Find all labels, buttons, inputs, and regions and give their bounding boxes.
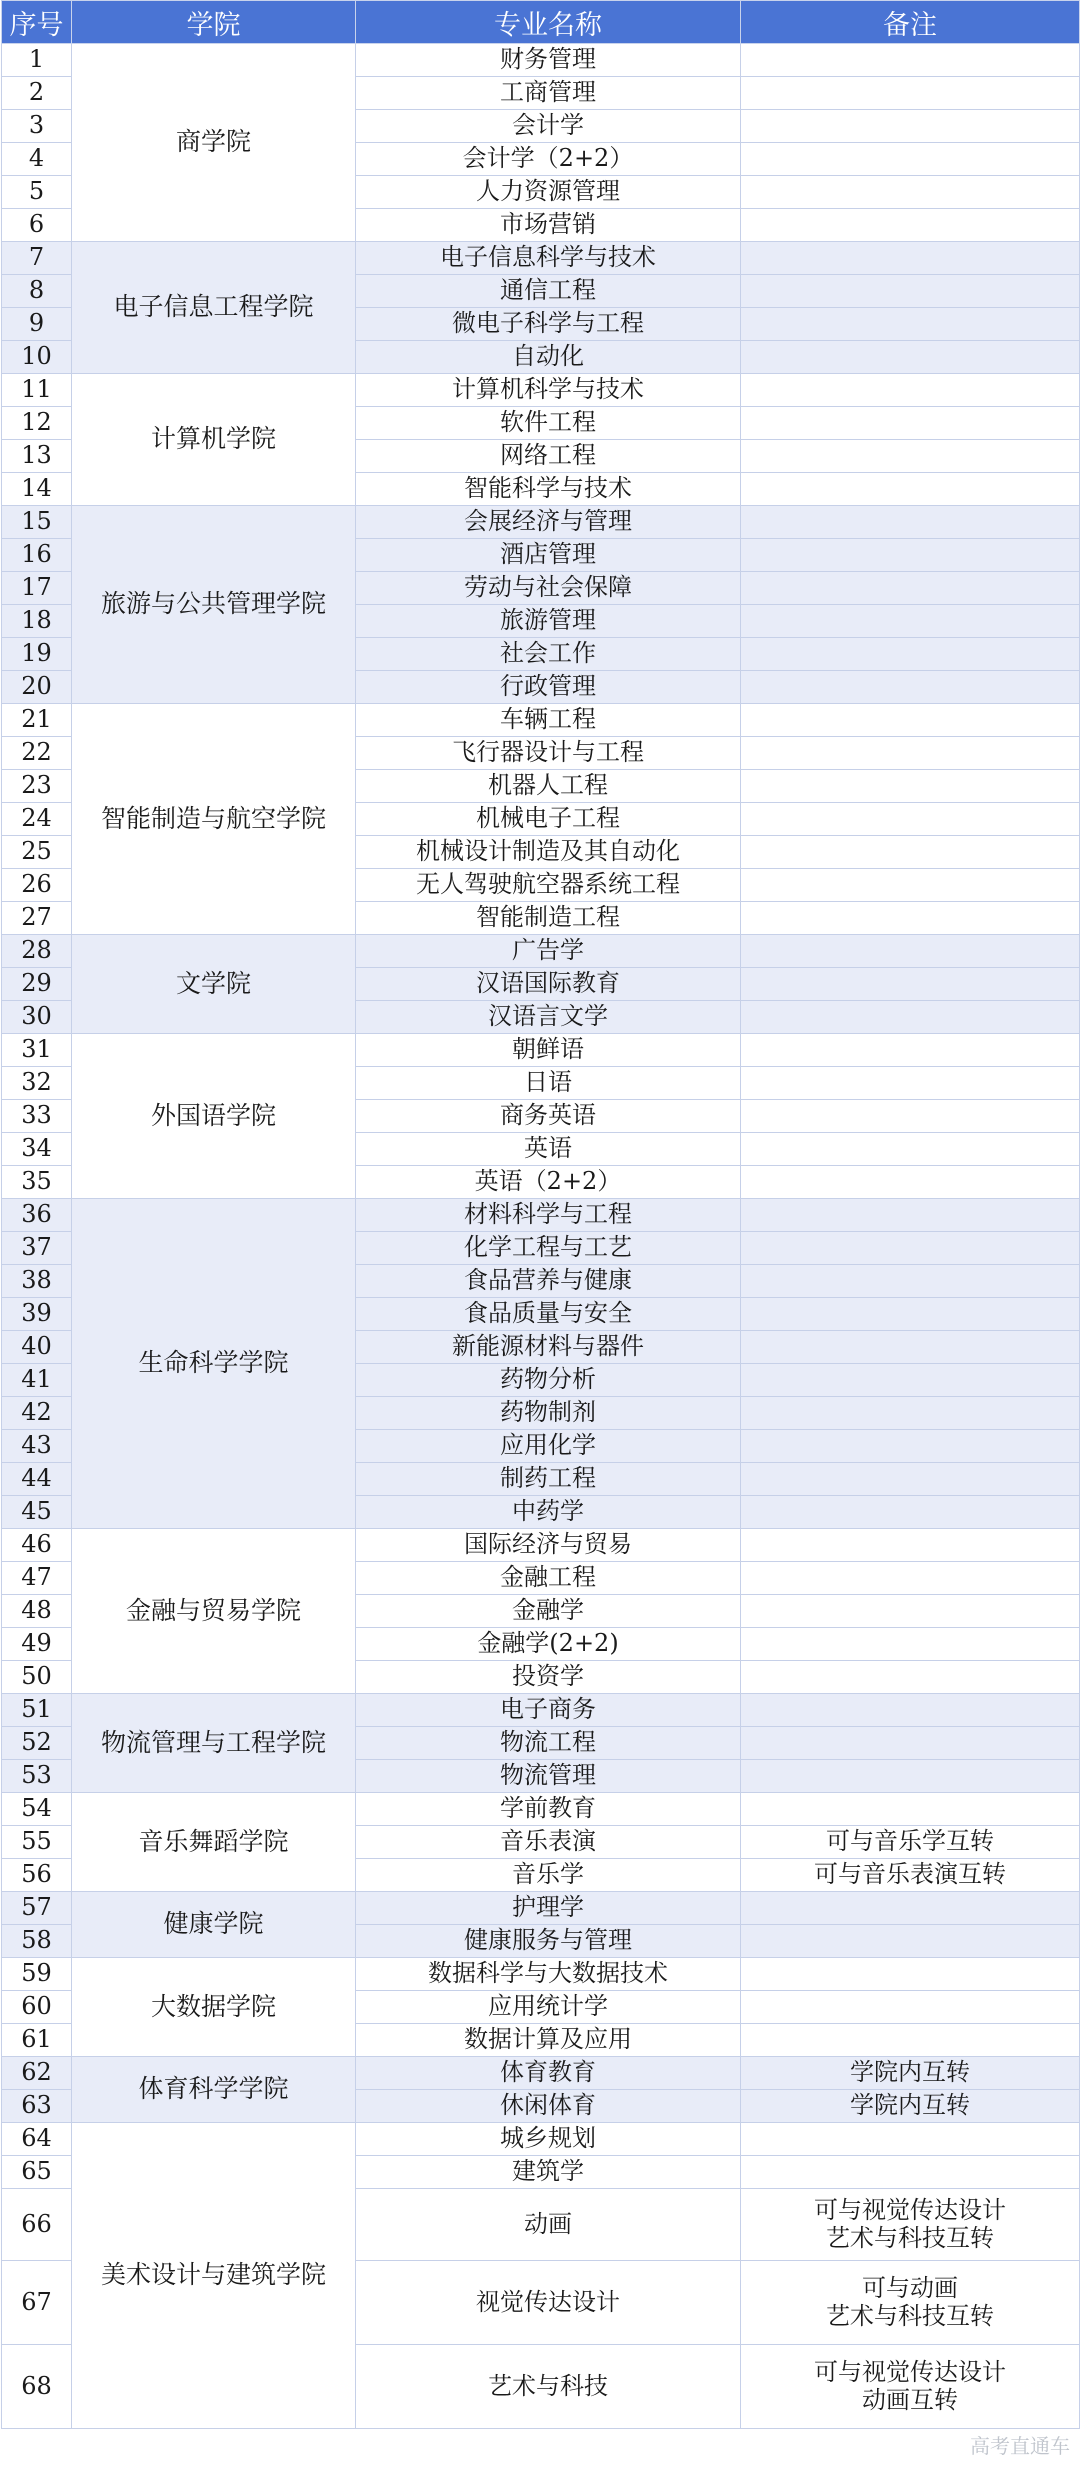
major-note [741,1727,1080,1760]
row-index: 46 [2,1529,72,1562]
row-index: 48 [2,1595,72,1628]
major-name: 艺术与科技 [356,2345,741,2429]
row-index: 67 [2,2261,72,2345]
major-name: 财务管理 [356,44,741,77]
row-index: 3 [2,110,72,143]
row-index: 22 [2,737,72,770]
table-body [2,44,1080,2429]
table-row [2,1958,1080,1991]
row-index: 51 [2,1694,72,1727]
major-name: 电子信息科学与技术 [356,242,741,275]
major-note [741,869,1080,902]
row-index: 18 [2,605,72,638]
major-note [741,671,1080,704]
college-name: 智能制造与航空学院 [72,704,356,935]
table-row [2,1793,1080,1826]
row-index: 35 [2,1166,72,1199]
major-name: 飞行器设计与工程 [356,737,741,770]
major-note [741,836,1080,869]
row-index: 15 [2,506,72,539]
major-note [741,275,1080,308]
major-name: 应用化学 [356,1430,741,1463]
row-index: 57 [2,1892,72,1925]
row-index: 56 [2,1859,72,1892]
major-name: 智能制造工程 [356,902,741,935]
major-name: 广告学 [356,935,741,968]
college-name: 旅游与公共管理学院 [72,506,356,704]
college-name: 物流管理与工程学院 [72,1694,356,1793]
row-index: 55 [2,1826,72,1859]
row-index: 34 [2,1133,72,1166]
college-name: 外国语学院 [72,1034,356,1199]
row-index: 27 [2,902,72,935]
row-index: 8 [2,275,72,308]
table-row [2,2057,1080,2090]
major-name: 智能科学与技术 [356,473,741,506]
row-index: 9 [2,308,72,341]
row-index: 2 [2,77,72,110]
row-index: 68 [2,2345,72,2429]
major-name: 商务英语 [356,1100,741,1133]
major-note [741,1364,1080,1397]
major-note [741,1034,1080,1067]
major-note [741,506,1080,539]
major-note [741,1463,1080,1496]
major-note [741,1166,1080,1199]
major-name: 英语 [356,1133,741,1166]
row-index: 61 [2,2024,72,2057]
major-note [741,77,1080,110]
major-note [741,539,1080,572]
header-note: 备注 [741,1,1080,44]
row-index: 65 [2,2156,72,2189]
major-name: 食品质量与安全 [356,1298,741,1331]
row-index: 20 [2,671,72,704]
row-index: 33 [2,1100,72,1133]
row-index: 23 [2,770,72,803]
row-index: 40 [2,1331,72,1364]
row-index: 10 [2,341,72,374]
table-row [2,1694,1080,1727]
major-note [741,440,1080,473]
major-note [741,1760,1080,1793]
row-index: 5 [2,176,72,209]
major-note [741,1628,1080,1661]
college-name: 计算机学院 [72,374,356,506]
major-note [741,1661,1080,1694]
row-index: 29 [2,968,72,1001]
major-note [741,1199,1080,1232]
major-name: 物流工程 [356,1727,741,1760]
major-note [741,176,1080,209]
row-index: 66 [2,2189,72,2261]
major-name: 计算机科学与技术 [356,374,741,407]
row-index: 4 [2,143,72,176]
majors-table [1,0,1080,2429]
major-note [741,209,1080,242]
major-name: 通信工程 [356,275,741,308]
major-note [741,1133,1080,1166]
major-name: 会展经济与管理 [356,506,741,539]
major-note [741,638,1080,671]
major-note [741,2024,1080,2057]
row-index: 58 [2,1925,72,1958]
major-name: 投资学 [356,1661,741,1694]
major-name: 数据科学与大数据技术 [356,1958,741,1991]
major-name: 旅游管理 [356,605,741,638]
major-note [741,1892,1080,1925]
major-note [741,1067,1080,1100]
college-name: 美术设计与建筑学院 [72,2123,356,2429]
major-note [741,143,1080,176]
row-index: 6 [2,209,72,242]
major-name: 电子商务 [356,1694,741,1727]
major-name: 人力资源管理 [356,176,741,209]
major-name: 英语（2+2） [356,1166,741,1199]
row-index: 28 [2,935,72,968]
major-note [741,44,1080,77]
table-row [2,1034,1080,1067]
major-name: 车辆工程 [356,704,741,737]
major-note [741,572,1080,605]
table-row [2,506,1080,539]
row-index: 52 [2,1727,72,1760]
header-row [2,1,1080,44]
major-note [741,1529,1080,1562]
major-name: 视觉传达设计 [356,2261,741,2345]
major-name: 机器人工程 [356,770,741,803]
major-note [741,473,1080,506]
major-note [741,1694,1080,1727]
major-name: 食品营养与健康 [356,1265,741,1298]
college-name: 金融与贸易学院 [72,1529,356,1694]
row-index: 14 [2,473,72,506]
major-name: 材料科学与工程 [356,1199,741,1232]
major-name: 机械设计制造及其自动化 [356,836,741,869]
major-note: 可与视觉传达设计 艺术与科技互转 [741,2189,1080,2261]
major-name: 机械电子工程 [356,803,741,836]
row-index: 54 [2,1793,72,1826]
major-name: 劳动与社会保障 [356,572,741,605]
major-note [741,308,1080,341]
major-name: 日语 [356,1067,741,1100]
major-note [741,1793,1080,1826]
row-index: 45 [2,1496,72,1529]
major-note [741,341,1080,374]
major-name: 酒店管理 [356,539,741,572]
table-row [2,2123,1080,2156]
major-note: 可与视觉传达设计 动画互转 [741,2345,1080,2429]
college-name: 生命科学学院 [72,1199,356,1529]
major-name: 国际经济与贸易 [356,1529,741,1562]
major-name: 新能源材料与器件 [356,1331,741,1364]
row-index: 30 [2,1001,72,1034]
row-index: 24 [2,803,72,836]
major-note [741,1100,1080,1133]
row-index: 43 [2,1430,72,1463]
major-name: 行政管理 [356,671,741,704]
row-index: 44 [2,1463,72,1496]
major-name: 金融学 [356,1595,741,1628]
row-index: 25 [2,836,72,869]
major-name: 体育教育 [356,2057,741,2090]
major-note [741,935,1080,968]
major-note: 学院内互转 [741,2057,1080,2090]
major-note [741,1001,1080,1034]
row-index: 16 [2,539,72,572]
major-note [741,2156,1080,2189]
major-name: 市场营销 [356,209,741,242]
row-index: 62 [2,2057,72,2090]
major-note [741,902,1080,935]
major-note [741,1397,1080,1430]
major-name: 汉语言文学 [356,1001,741,1034]
major-note: 可与音乐表演互转 [741,1859,1080,1892]
major-note [741,1562,1080,1595]
college-name: 体育科学学院 [72,2057,356,2123]
major-note: 可与音乐学互转 [741,1826,1080,1859]
row-index: 31 [2,1034,72,1067]
major-note [741,1265,1080,1298]
major-name: 药物制剂 [356,1397,741,1430]
row-index: 42 [2,1397,72,1430]
row-index: 26 [2,869,72,902]
row-index: 19 [2,638,72,671]
row-index: 47 [2,1562,72,1595]
major-note [741,770,1080,803]
major-note [741,242,1080,275]
row-index: 21 [2,704,72,737]
row-index: 12 [2,407,72,440]
major-note [741,1331,1080,1364]
row-index: 17 [2,572,72,605]
header-major: 专业名称 [356,1,741,44]
college-name: 音乐舞蹈学院 [72,1793,356,1892]
row-index: 36 [2,1199,72,1232]
row-index: 13 [2,440,72,473]
major-name: 汉语国际教育 [356,968,741,1001]
college-name: 电子信息工程学院 [72,242,356,374]
major-name: 自动化 [356,341,741,374]
major-note [741,1595,1080,1628]
row-index: 41 [2,1364,72,1397]
major-name: 护理学 [356,1892,741,1925]
major-name: 数据计算及应用 [356,2024,741,2057]
table-row [2,1529,1080,1562]
major-name: 工商管理 [356,77,741,110]
major-note [741,803,1080,836]
row-index: 39 [2,1298,72,1331]
major-note [741,110,1080,143]
table-row [2,935,1080,968]
major-name: 软件工程 [356,407,741,440]
major-note [741,1298,1080,1331]
college-name: 健康学院 [72,1892,356,1958]
college-name: 大数据学院 [72,1958,356,2057]
college-name: 商学院 [72,44,356,242]
major-note [741,1430,1080,1463]
major-note [741,968,1080,1001]
major-name: 健康服务与管理 [356,1925,741,1958]
row-index: 63 [2,2090,72,2123]
major-name: 金融学(2+2) [356,1628,741,1661]
major-name: 中药学 [356,1496,741,1529]
table-row [2,374,1080,407]
college-name: 文学院 [72,935,356,1034]
major-name: 建筑学 [356,2156,741,2189]
major-note [741,1925,1080,1958]
major-note [741,407,1080,440]
major-name: 动画 [356,2189,741,2261]
row-index: 7 [2,242,72,275]
row-index: 53 [2,1760,72,1793]
row-index: 60 [2,1991,72,2024]
table-row [2,1199,1080,1232]
major-note [741,704,1080,737]
major-name: 金融工程 [356,1562,741,1595]
row-index: 37 [2,1232,72,1265]
major-name: 网络工程 [356,440,741,473]
major-name: 微电子科学与工程 [356,308,741,341]
major-note [741,1496,1080,1529]
major-name: 会计学（2+2） [356,143,741,176]
major-name: 城乡规划 [356,2123,741,2156]
major-name: 休闲体育 [356,2090,741,2123]
major-note [741,1991,1080,2024]
row-index: 32 [2,1067,72,1100]
major-note [741,374,1080,407]
watermark-text: 高考直通车 [970,2434,1070,2458]
row-index: 38 [2,1265,72,1298]
major-name: 化学工程与工艺 [356,1232,741,1265]
row-index: 50 [2,1661,72,1694]
major-name: 学前教育 [356,1793,741,1826]
row-index: 49 [2,1628,72,1661]
row-index: 64 [2,2123,72,2156]
major-name: 音乐表演 [356,1826,741,1859]
table-row [2,1892,1080,1925]
major-note: 可与动画 艺术与科技互转 [741,2261,1080,2345]
major-note [741,2123,1080,2156]
header-college: 学院 [72,1,356,44]
table-row [2,704,1080,737]
major-note: 学院内互转 [741,2090,1080,2123]
major-name: 社会工作 [356,638,741,671]
table-row [2,44,1080,77]
major-name: 物流管理 [356,1760,741,1793]
table-row [2,242,1080,275]
major-name: 药物分析 [356,1364,741,1397]
row-index: 59 [2,1958,72,1991]
major-note [741,1232,1080,1265]
header-index: 序号 [2,1,72,44]
major-name: 音乐学 [356,1859,741,1892]
major-name: 会计学 [356,110,741,143]
major-note [741,737,1080,770]
major-name: 朝鲜语 [356,1034,741,1067]
major-note [741,1958,1080,1991]
row-index: 1 [2,44,72,77]
major-name: 应用统计学 [356,1991,741,2024]
major-note [741,605,1080,638]
row-index: 11 [2,374,72,407]
major-name: 无人驾驶航空器系统工程 [356,869,741,902]
major-name: 制药工程 [356,1463,741,1496]
